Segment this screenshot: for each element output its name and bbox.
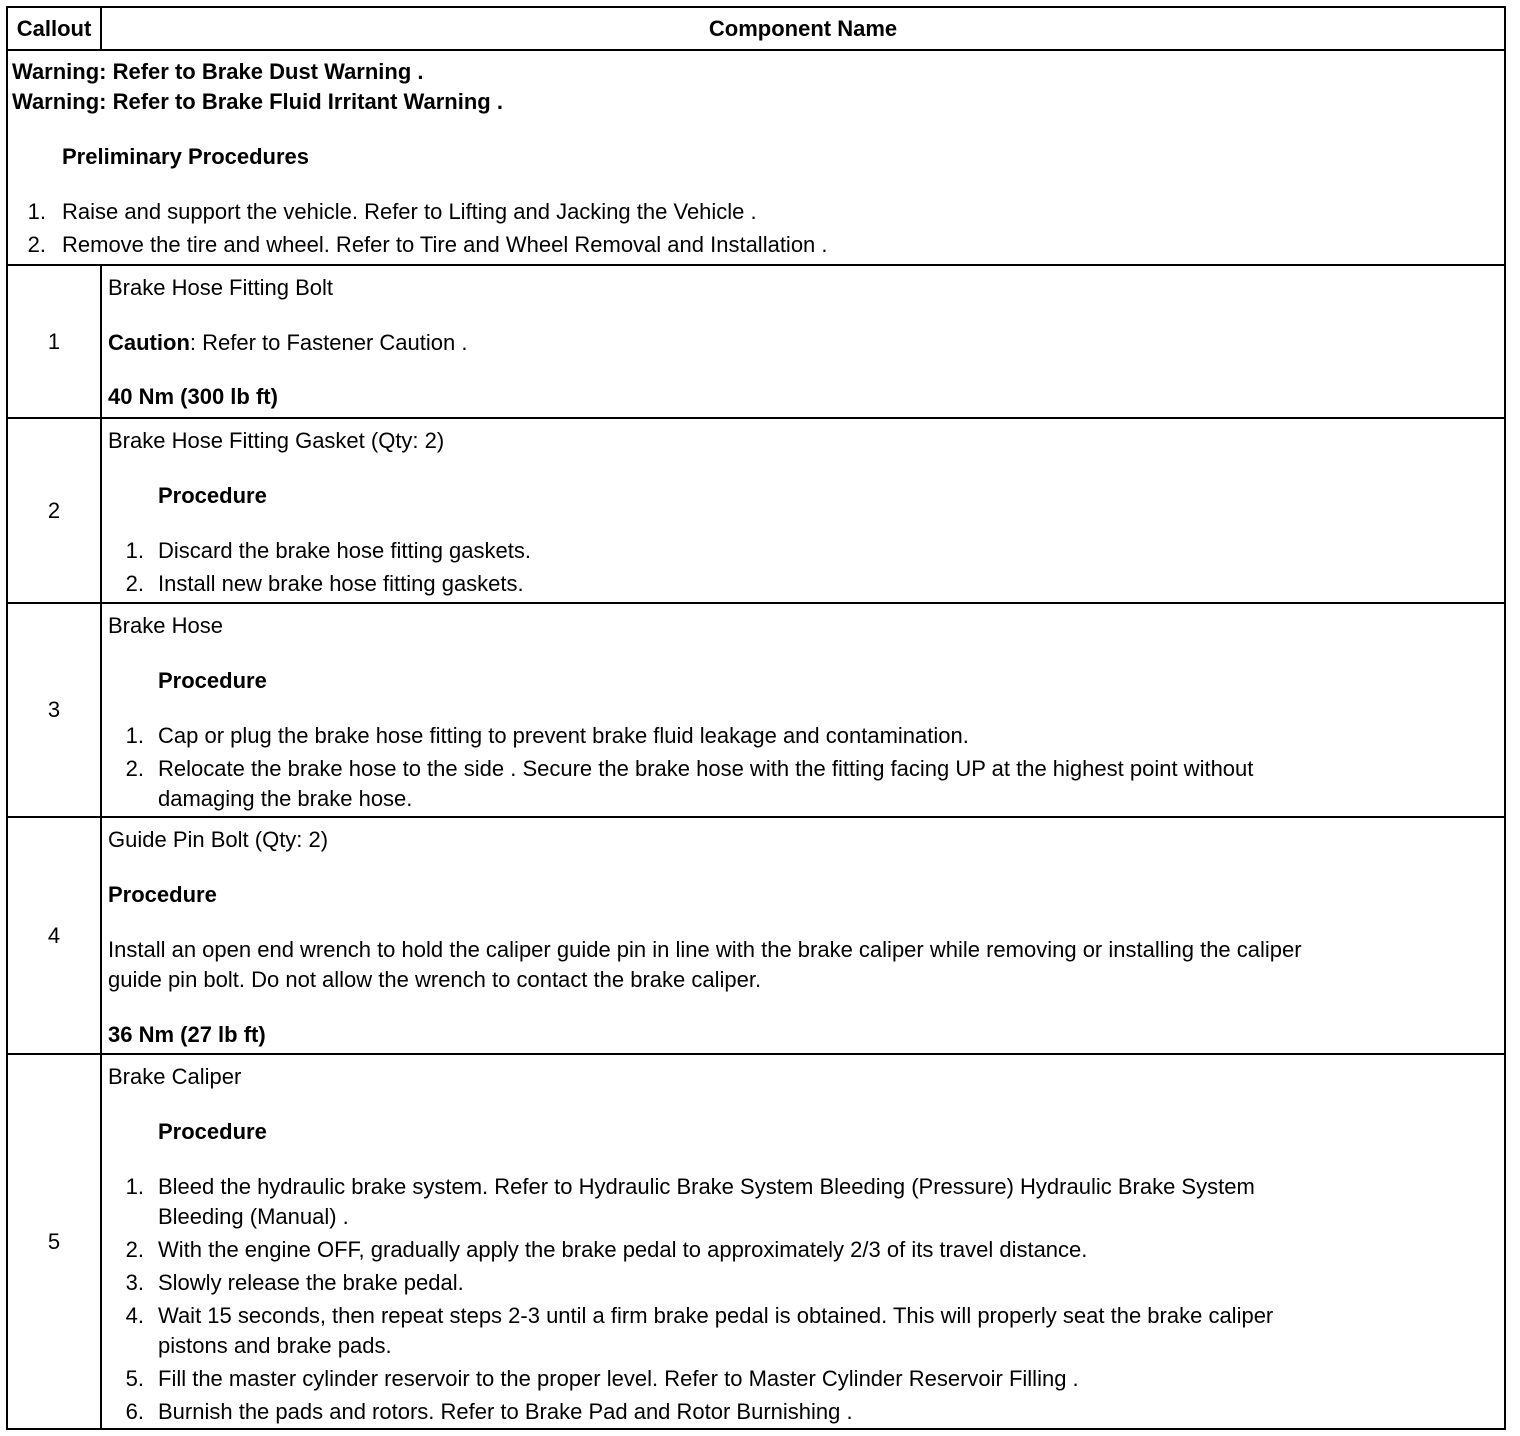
step-text: Relocate the brake hose to the side . Secure the brake hose with the fitting facing UP at the highest point without	[158, 756, 1254, 781]
table-header-row	[8, 8, 1504, 51]
table-row	[8, 818, 1504, 1055]
step-text: Cap or plug the brake hose fitting to prevent brake fluid leakage and contamination.	[158, 723, 969, 748]
step-number: 1.	[125, 538, 144, 563]
prelim-step-text: Raise and support the vehicle. Refer to Lifting and Jacking the Vehicle .	[62, 199, 757, 224]
step-number: 1.	[125, 723, 144, 748]
caution-line	[108, 328, 467, 358]
step-text-continued: Bleeding (Manual) .	[158, 1204, 349, 1229]
preliminary-procedures-title: Preliminary Procedures	[62, 144, 310, 169]
procedure-text-continued: guide pin bolt. Do not allow the wrench to contact the brake caliper.	[108, 967, 762, 992]
warning-brake-dust: Warning: Refer to Brake Dust Warning .	[12, 59, 424, 84]
step-number: 3.	[125, 1270, 144, 1295]
preamble-row	[8, 51, 1504, 266]
header-callout: Callout	[8, 8, 102, 49]
step-number: 5.	[125, 1366, 144, 1391]
table-row	[8, 266, 1504, 419]
prelim-step-number: 2.	[27, 232, 46, 257]
procedure-title: Procedure	[108, 882, 217, 907]
callout-number: 3	[8, 604, 102, 816]
callout-number: 5	[8, 1055, 102, 1428]
procedure-table	[6, 6, 1506, 1430]
callout-number: 4	[8, 818, 102, 1053]
caution-label: Caution	[108, 330, 190, 355]
step-text: With the engine OFF, gradually apply the brake pedal to approximately 2/3 of its travel distance.	[158, 1237, 1088, 1262]
header-component-name: Component Name	[708, 15, 898, 41]
step-text: Discard the brake hose fitting gaskets.	[158, 538, 531, 563]
callout-number: 2	[8, 419, 102, 602]
table-row	[8, 604, 1504, 818]
component-name: Brake Hose	[108, 613, 223, 638]
torque-spec: 36 Nm (27 lb ft)	[108, 1022, 266, 1047]
step-text: Fill the master cylinder reservoir to the proper level. Refer to Master Cylinder Reservoir Filling .	[158, 1366, 1079, 1391]
table-row	[8, 419, 1504, 604]
step-text: Burnish the pads and rotors. Refer to Brake Pad and Rotor Burnishing .	[158, 1399, 853, 1424]
prelim-step-text: Remove the tire and wheel. Refer to Tire and Wheel Removal and Installation .	[62, 232, 828, 257]
step-number: 6.	[125, 1399, 144, 1424]
step-number: 2.	[125, 571, 144, 596]
procedure-title: Procedure	[158, 668, 267, 693]
step-text-continued: damaging the brake hose.	[158, 786, 413, 811]
step-text: Install new brake hose fitting gaskets.	[158, 571, 524, 596]
step-number: 4.	[125, 1303, 144, 1328]
step-text-continued: pistons and brake pads.	[158, 1333, 392, 1358]
callout-number: 1	[8, 266, 102, 417]
step-text: Bleed the hydraulic brake system. Refer to Hydraulic Brake System Bleeding (Pressure) Hydraulic Brake System	[158, 1174, 1255, 1199]
procedure-text: Install an open end wrench to hold the caliper guide pin in line with the brake caliper while removing or installing the caliper	[108, 937, 1302, 962]
procedure-title: Procedure	[158, 1119, 267, 1144]
torque-spec: 40 Nm (300 lb ft)	[108, 384, 278, 409]
prelim-step-number: 1.	[27, 199, 46, 224]
component-name: Brake Caliper	[108, 1064, 242, 1089]
step-text: Slowly release the brake pedal.	[158, 1270, 464, 1295]
step-number: 2.	[125, 1237, 144, 1262]
warning-brake-fluid: Warning: Refer to Brake Fluid Irritant Warning .	[12, 89, 503, 114]
caution-text: : Refer to Fastener Caution .	[189, 330, 468, 355]
component-name: Brake Hose Fitting Bolt	[108, 275, 333, 300]
procedure-title: Procedure	[158, 483, 267, 508]
step-text: Wait 15 seconds, then repeat steps 2-3 until a firm brake pedal is obtained. This will properly seat the brake caliper	[158, 1303, 1274, 1328]
component-name: Guide Pin Bolt (Qty: 2)	[108, 827, 329, 852]
table-row	[8, 1055, 1504, 1428]
step-number: 2.	[125, 756, 144, 781]
component-name: Brake Hose Fitting Gasket (Qty: 2)	[108, 428, 445, 453]
step-number: 1.	[125, 1174, 144, 1199]
